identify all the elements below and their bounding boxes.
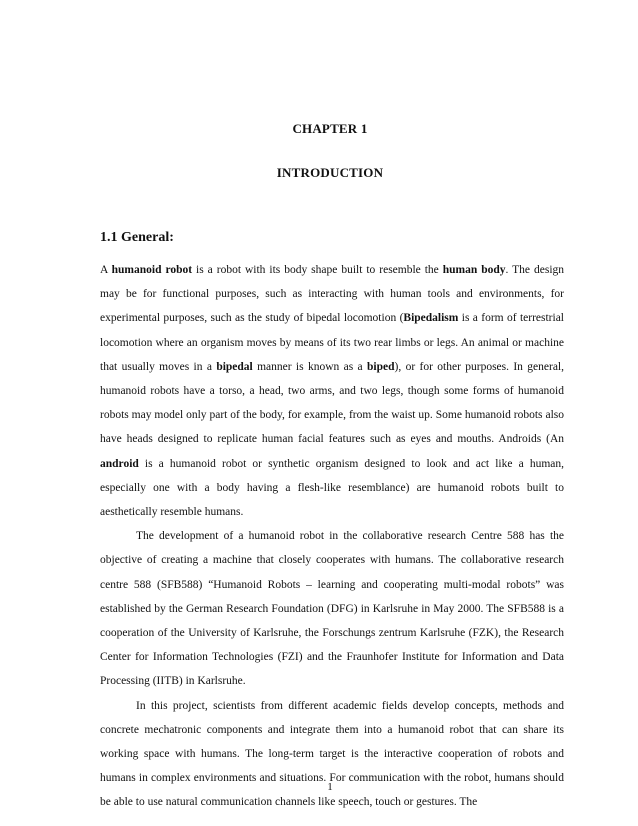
bold-term-bipedal: bipedal [216,360,253,373]
bold-term-bipedalism: Bipedalism [403,312,459,325]
section-heading: 1.1 General: [100,230,174,245]
text-span: A [100,264,112,276]
chapter-title: INTRODUCTION [276,165,384,180]
text-span: . The design may be for functional purposes, such as interacting with human tools and environments, for experimental purposes, such as the study of bipedal locomotion ( [100,264,565,325]
bold-term-humanoid-robot: humanoid robot [111,264,193,276]
text-span: ), or for other purposes. In general, humanoid robots have a torso, a head, two arms, and two legs, though some forms of humanoid robots may model only part of the body, for example, from the waist up. Some humanoid robots also have heads designed to replicate human facial features such as eyes and mouths. Androids (An [100,360,565,446]
text-span: is a humanoid robot or synthetic organism designed to look and act like a human, especially one with a body having a flesh-like resemblance) are humanoid robots built to aesthetically resemble humans. [100,457,564,519]
text-span: manner is known as a [252,360,368,373]
paragraph-3: In this project, scientists from different academic fields develop concepts, methods and concrete mechatronic components and integrate them into a humanoid robot that can share its working space with humans. The long-term target is the interactive cooperation of robots and humans in complex environments and situations. For communication with the robot, humans should be able to use natural communication channels like speech, touch or gestures. The [100,699,564,809]
text-span: is a form of terrestrial locomotion where an organism moves by means of its two rear limbs or legs. An animal or machine that usually moves in a [100,312,564,373]
bold-term-human-body: human body [442,264,506,276]
text-span: is a robot with its body shape built to resemble the [192,264,443,276]
paragraph-2: The development of a humanoid robot in the collaborative research Centre 588 has the objective of creating a machine that closely cooperates with humans. The collaborative research centre 588 (SFB588) “Humanoid Robots – learning and cooperating multi-modal robots” was established by the German Research Foundation (DFG) in Karlsruhe in May 2000. The SFB588 is a cooperation of the University of Karlsruhe, the Forschungs zentrum Karlsruhe (FZK), the Research Center for Information Technologies (FZI) and the Fraunhofer Institute for Information and Data Processing (IITB) in Karlsruhe. [100,530,564,688]
page-number: 1 [327,781,333,793]
bold-term-android: android [100,457,139,470]
body-text [100,258,564,815]
chapter-number: CHAPTER 1 [292,121,368,136]
paragraph-1 [100,258,564,524]
bold-term-biped: biped [367,360,395,373]
